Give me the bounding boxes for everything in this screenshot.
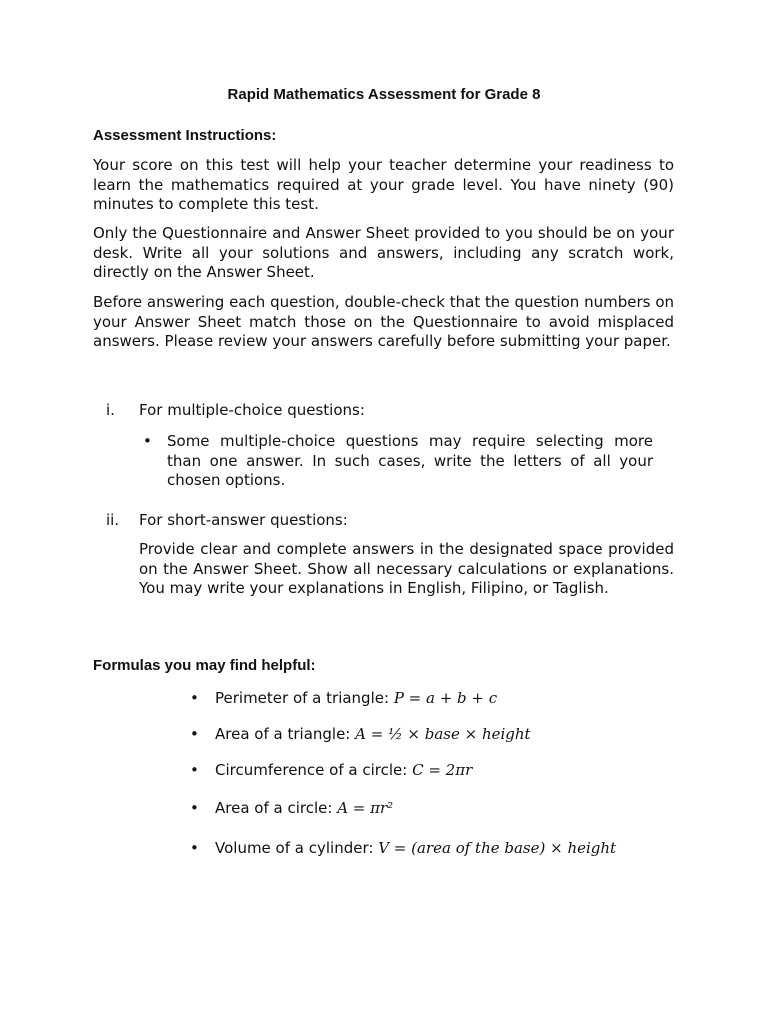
formula-label: Area of a triangle: [215,725,351,743]
formula-circumference-circle [190,761,472,779]
formula-label: Circumference of a circle: [215,761,408,779]
bullet-icon: • [190,839,199,857]
list-item-label: For multiple-choice questions: [139,401,365,419]
formula-expression: P = a + b + c [393,689,498,707]
list-numeral: i. [106,401,115,419]
list-item-label: For short-answer questions: [139,511,348,529]
formula-expression: A = ½ × base × height [355,725,531,743]
page-title: Rapid Mathematics Assessment for Grade 8 [227,86,541,103]
formula-label: Volume of a cylinder: [215,839,374,857]
list-numeral: ii. [106,511,120,529]
instructions-heading: Assessment Instructions: [93,127,277,144]
instruction-paragraph-1: Your score on this test will help your teacher determine your readiness to learn the mathematics required at your grade level. You have ninety (90) minutes to complete this test. [93,156,674,214]
formula-area-triangle [190,725,531,743]
bullet-icon: • [190,799,199,817]
formula-expression: V = (area of the base) × height [378,839,617,857]
bullet-icon: • [190,761,199,779]
multiple-choice-bullet [143,432,653,491]
formula-volume-cylinder [190,839,616,857]
instruction-paragraph-3: Before answering each question, double-check that the question numbers on your Answer Sheet match those on the Questionnaire to avoid misplaced answers. Please review your answers carefully before submitting your paper. [93,293,674,351]
bullet-text: Some multiple-choice questions may require selecting more than one answer. In such cases, write the letters of all your chosen options. [167,432,653,490]
bullet-icon: • [143,432,152,450]
short-answer-paragraph: Provide clear and complete answers in the designated space provided on the Answer Sheet. Show all necessary calculations or explanations. You may write your explanations in English, Filipino, or Taglish. [139,540,674,598]
formula-label: Area of a circle: [215,799,333,817]
bullet-icon: • [190,725,199,743]
formula-expression: C = 2πr [412,761,473,779]
formula-expression: A = πr² [337,799,394,817]
formula-label: Perimeter of a triangle: [215,689,390,707]
formulas-heading: Formulas you may find helpful: [93,657,316,674]
instruction-paragraph-2: Only the Questionnaire and Answer Sheet provided to you should be on your desk. Write all your solutions and answers, including any scratch work, directly on the Answer Sheet. [93,224,674,282]
formula-area-circle [190,799,393,817]
bullet-icon: • [190,689,199,707]
formula-perimeter-triangle [190,689,497,707]
